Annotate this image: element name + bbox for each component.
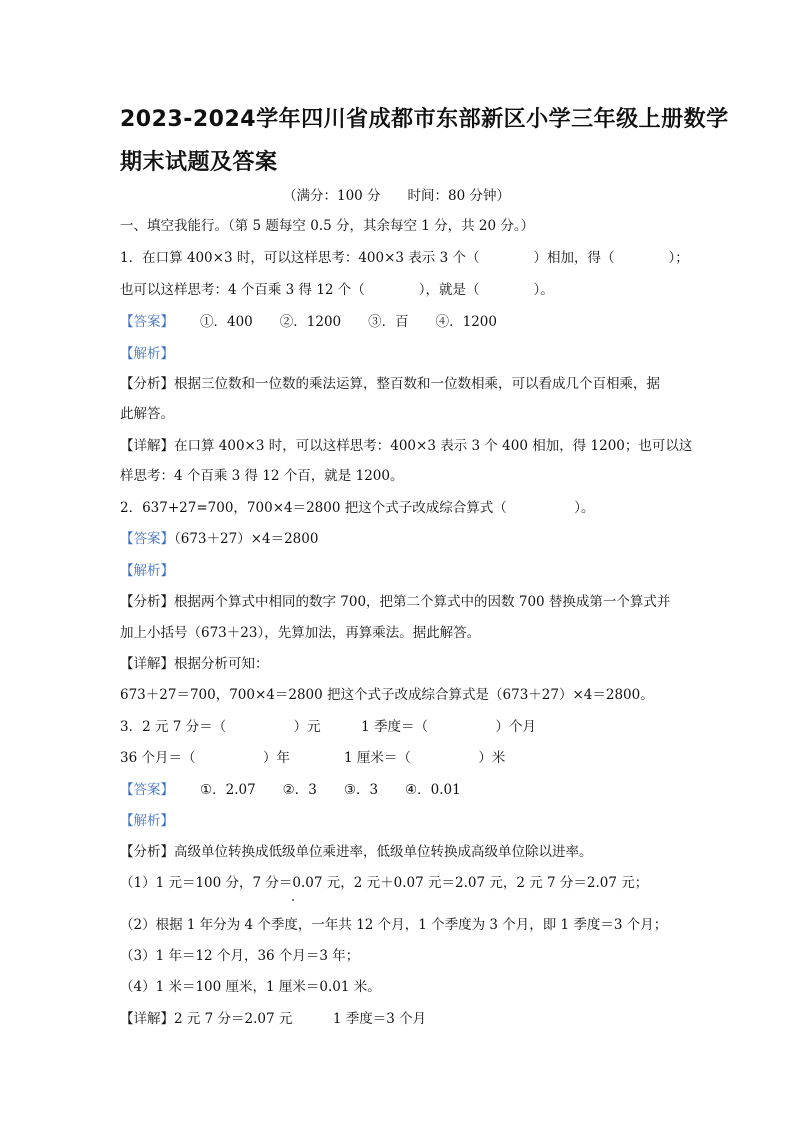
xiangjie-text: 在口算 400×3 时，可以这样思考：400×3 表示 3 个 400 相加，得 1200；也可以这 xyxy=(174,438,693,454)
q1-fenxi-cont: 此解答。 xyxy=(120,406,174,422)
xiangjie-text: 2 元 7 分＝2.07 元 1 季度＝3 个月 xyxy=(174,1011,427,1027)
fenxi-tag: 【分析】 xyxy=(120,844,174,860)
q3-answer xyxy=(120,781,461,799)
answer-tag: 【答案】 xyxy=(120,782,174,798)
q2-analysis-tag: 【解析】 xyxy=(120,563,174,579)
document-title-line1: 2023-2024学年四川省成都市东部新区小学三年级上册数学 xyxy=(120,107,729,132)
q2-fenxi-cont: 加上小括号（673＋23），先算加法，再算乘法。据此解答。 xyxy=(120,625,481,641)
q1-xiangjie-cont: 样思考：4 个百乘 3 得 12 个百，就是 1200。 xyxy=(120,468,404,484)
xiangjie-text: 根据分析可知： xyxy=(174,656,269,672)
answer-text: ①．400 ②．1200 ③．百 ④．1200 xyxy=(200,314,497,330)
document-title-line2: 期末试题及答案 xyxy=(120,150,278,175)
fenxi-text: 根据三位数和一位数的乘法运算，整百数和一位数相乘，可以看成几个百相乘，据 xyxy=(174,376,660,392)
q1-xiangjie xyxy=(120,437,692,455)
q1-line1: 1．在口算 400×3 时，可以这样思考：400×3 表示 3 个（ ）相加，得（ ）； xyxy=(120,250,689,266)
q1-analysis-tag: 【解析】 xyxy=(120,346,174,362)
q2-line1: 2．637+27=700，700×4＝2800 把这个式子改成综合算式（ ）。 xyxy=(120,500,595,516)
q3-point2: （2）根据 1 年分为 4 个季度，一年共 12 个月，1 个季度为 3 个月，即 1 季度＝3 个月； xyxy=(120,917,668,933)
fenxi-text: 根据两个算式中相同的数字 700，把第二个算式中的因数 700 替换成第一个算式并 xyxy=(174,594,671,610)
xiangjie-tag: 【详解】 xyxy=(120,438,174,454)
q3-point1: （1）1 元＝100 分，7 分＝0.07 元，2 元＋0.07 元＝2.07 元，2 元 7 分＝2.07 元； xyxy=(120,875,649,891)
q3-point3: （3）1 年＝12 个月，36 个月＝3 年； xyxy=(120,948,360,964)
fenxi-text: 高级单位转换成低级单位乘进率，低级单位转换成高级单位除以进率。 xyxy=(174,844,593,860)
fenxi-tag: 【分析】 xyxy=(120,594,174,610)
q3-xiangjie xyxy=(120,1010,426,1028)
stray-dot xyxy=(292,899,294,901)
q2-xiangjie-cont: 673＋27＝700，700×4＝2800 把这个式子改成综合算式是（673＋27）×4＝2800。 xyxy=(120,687,654,703)
answer-tag: 【答案】 xyxy=(120,314,174,330)
xiangjie-tag: 【详解】 xyxy=(120,1011,174,1027)
answer-tag: 【答案】 xyxy=(120,531,174,547)
fenxi-tag: 【分析】 xyxy=(120,376,174,392)
q1-answer xyxy=(120,313,497,331)
q3-analysis-tag: 【解析】 xyxy=(120,813,174,829)
answer-text: （673＋27）×4＝2800 xyxy=(174,531,319,547)
xiangjie-tag: 【详解】 xyxy=(120,656,174,672)
section-heading: 一、填空我能行。（第 5 题每空 0.5 分，其余每空 1 分，共 20 分。） xyxy=(120,218,535,234)
q3-line1: 3．2 元 7 分＝（ ）元 1 季度＝（ ）个月 xyxy=(120,719,537,735)
q3-line2: 36 个月＝（ ）年 1 厘米＝（ ）米 xyxy=(120,750,506,766)
q3-fenxi xyxy=(120,843,593,861)
answer-text: ①．2.07 ②．3 ③．3 ④．0.01 xyxy=(200,782,461,798)
q1-line2: 也可以这样思考：4 个百乘 3 得 12 个（ ），就是（ ）。 xyxy=(120,282,554,298)
q2-answer xyxy=(120,530,318,548)
q3-point4: （4）1 米＝100 厘米，1 厘米＝0.01 米。 xyxy=(120,979,381,995)
exam-meta: （满分：100 分 时间：80 分钟） xyxy=(282,188,511,204)
q2-fenxi xyxy=(120,593,670,611)
q1-fenxi xyxy=(120,375,660,393)
q2-xiangjie xyxy=(120,655,269,673)
